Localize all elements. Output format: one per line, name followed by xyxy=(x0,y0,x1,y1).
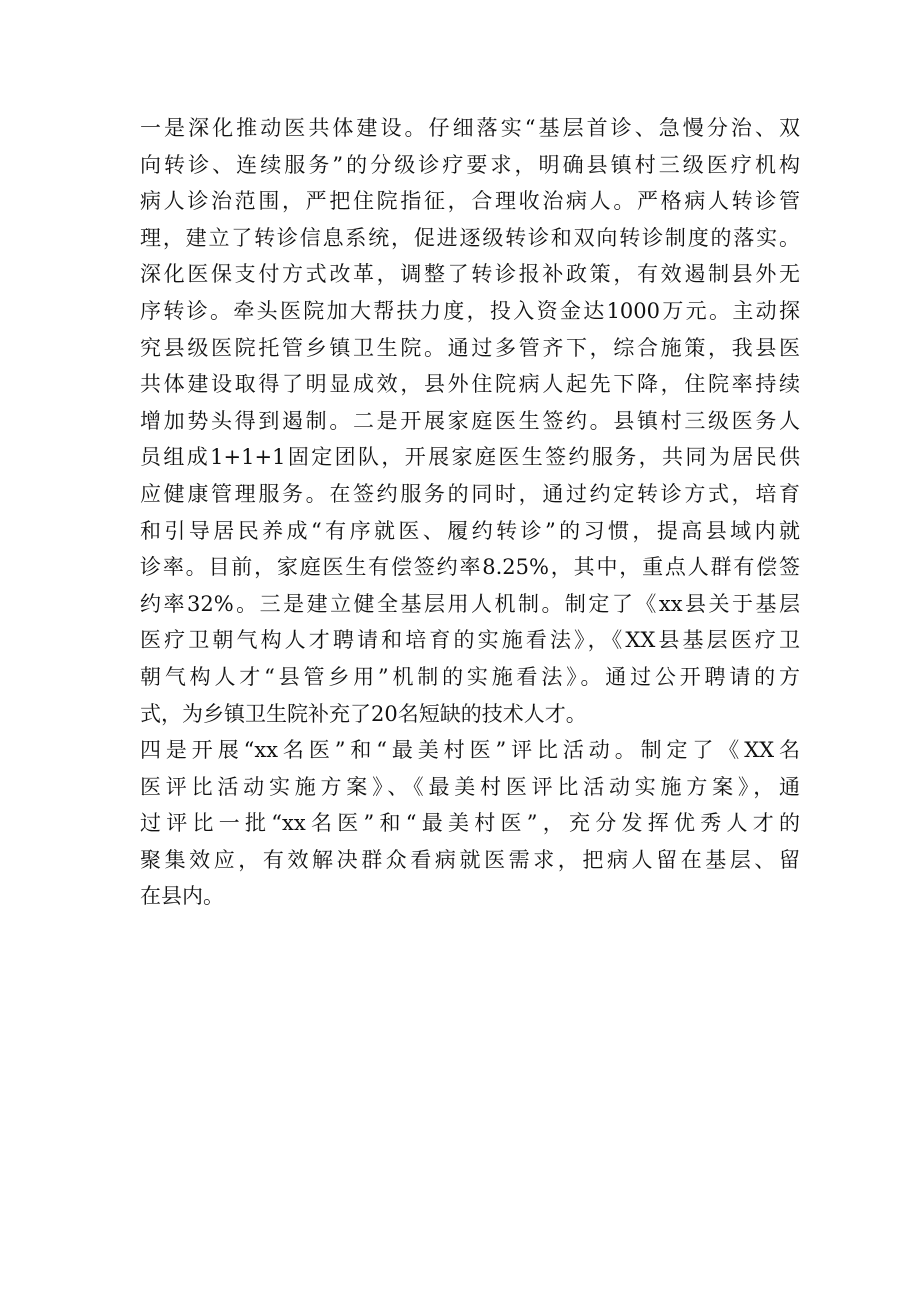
paragraph-1 xyxy=(140,110,800,732)
text-line: 应健康管理服务。在签约服务的同时，通过约定转诊方式，培育 xyxy=(140,481,800,506)
text-line: 向转诊、连续服务”的分级诊疗要求，明确县镇村三级医疗机构 xyxy=(140,152,800,177)
text-line: 增加势头得到遏制。二是开展家庭医生签约。县镇村三级医务人 xyxy=(140,408,800,433)
document-body xyxy=(140,110,800,915)
text-line: 医评比活动实施方案》、《最美村医评比活动实施方案》，通 xyxy=(140,774,800,799)
text-line: 过评比一批“xx名医”和“最美村医”，充分发挥优秀人才的 xyxy=(140,811,800,836)
text-line: 聚集效应，有效解决群众看病就医需求，把病人留在基层、留 xyxy=(140,847,800,872)
text-line: 序转诊。牵头医院加大帮扶力度，投入资金达1000万元。主动探 xyxy=(140,298,800,323)
text-line: 式，为乡镇卫生院补充了20名短缺的技术人才。 xyxy=(140,701,587,726)
text-line: 在县内。 xyxy=(140,884,224,909)
text-line: 医疗卫朝气构人才聘请和培育的实施看法》，《XX县基层医疗卫 xyxy=(140,628,800,653)
text-line: 约率32%。三是建立健全基层用人机制。制定了《xx县关于基层 xyxy=(140,591,800,616)
text-line: 诊率。目前，家庭医生有偿签约率8.25%，其中，重点人群有偿签 xyxy=(140,555,800,580)
text-line: 病人诊治范围，严把住院指征，合理收治病人。严格病人转诊管 xyxy=(140,189,800,214)
paragraph-2 xyxy=(140,732,800,915)
text-line: 朝气构人才“县管乡用”机制的实施看法》。通过公开聘请的方 xyxy=(140,664,800,689)
text-line: 和引导居民养成“有序就医、履约转诊”的习惯，提高县域内就 xyxy=(140,518,800,543)
text-line: 共体建设取得了明显成效，县外住院病人起先下降，住院率持续 xyxy=(140,372,800,397)
text-line: 深化医保支付方式改革，调整了转诊报补政策，有效遏制县外无 xyxy=(140,262,800,287)
text-line: 一是深化推动医共体建设。仔细落实“基层首诊、急慢分治、双 xyxy=(140,116,800,140)
text-line: 究县级医院托管乡镇卫生院。通过多管齐下，综合施策，我县医 xyxy=(140,335,800,360)
text-line: 员组成1+1+1固定团队，开展家庭医生签约服务，共同为居民供 xyxy=(140,445,800,470)
text-line: 四是开展“xx名医”和“最美村医”评比活动。制定了《XX名 xyxy=(140,738,800,763)
text-line: 理，建立了转诊信息系统，促进逐级转诊和双向转诊制度的落实。 xyxy=(140,225,800,250)
